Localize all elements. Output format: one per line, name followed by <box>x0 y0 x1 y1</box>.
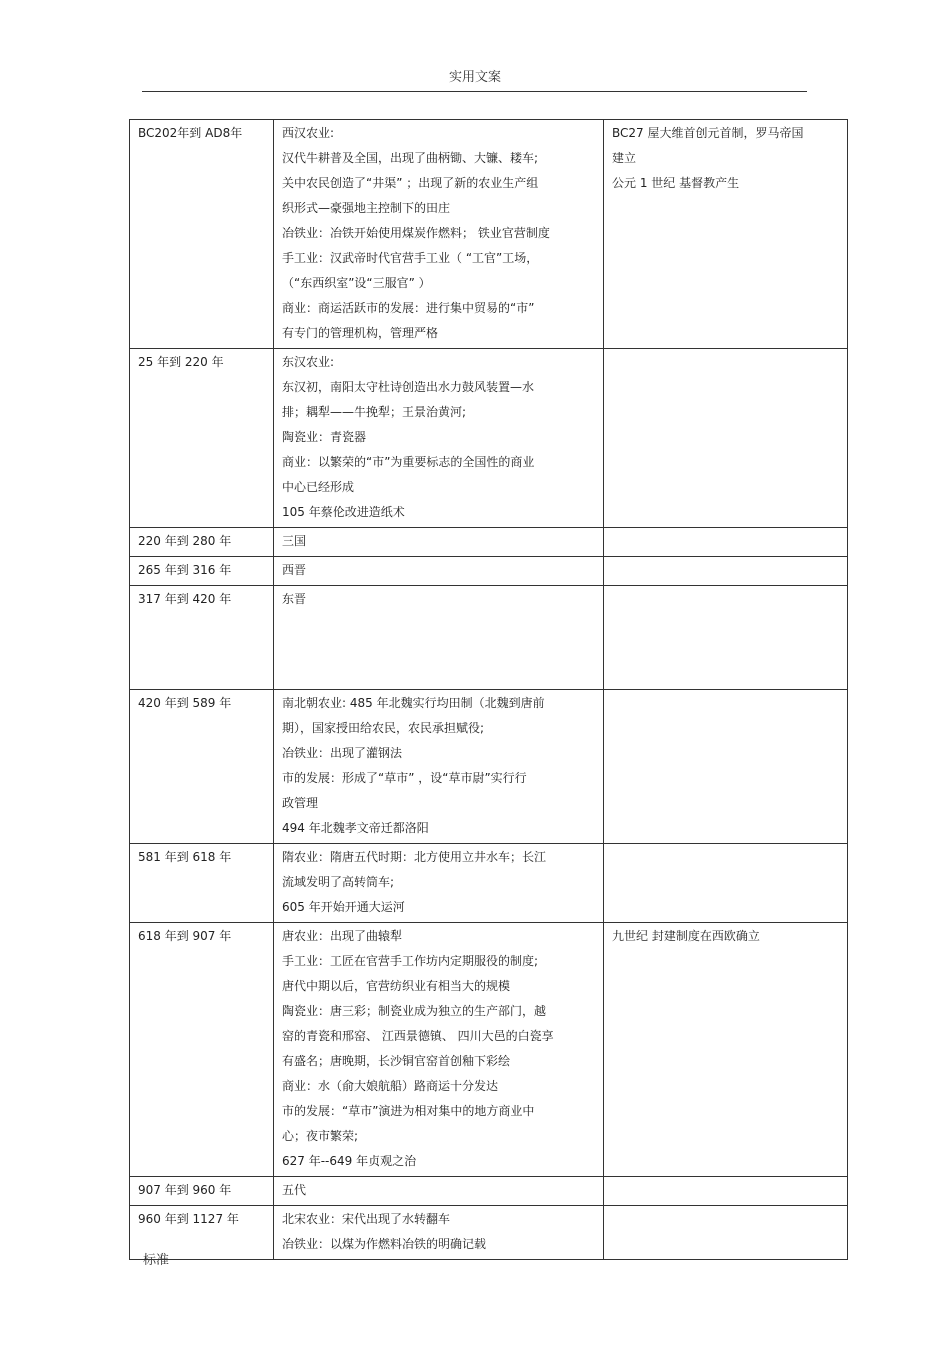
table-row <box>130 528 848 557</box>
event-line: 窑的青瓷和邢窑、 江西景德镇、 四川大邑的白瓷享 <box>282 1029 554 1043</box>
event-line: 中心已经形成 <box>282 480 355 494</box>
events-cell <box>274 690 604 844</box>
world-event-line: 建立 <box>612 151 637 165</box>
event-line: 627 年--649 年贞观之治 <box>282 1154 417 1168</box>
period-text: 220 年到 280 年 <box>138 534 232 548</box>
event-line: 心；夜市繁荣; <box>282 1129 359 1143</box>
event-line: 手工业：汉武帝时代官营手工业（ “工官”工场， <box>282 251 539 265</box>
event-line: 有专门的管理机构，管理严格 <box>282 326 439 340</box>
period-text: 265 年到 316 年 <box>138 563 232 577</box>
period-cell <box>130 349 274 528</box>
table-row <box>130 557 848 586</box>
events-cell <box>274 1177 604 1206</box>
period-cell <box>130 690 274 844</box>
event-line: 流域发明了高转筒车; <box>282 875 395 889</box>
world-events-cell <box>604 557 848 586</box>
period-text: 618 年到 907 年 <box>138 929 232 943</box>
table-row <box>130 844 848 923</box>
table-row <box>130 120 848 349</box>
page-footer: 标准 <box>143 1253 170 1268</box>
event-line: 政管理 <box>282 796 319 810</box>
world-events-cell <box>604 586 848 690</box>
table-row <box>130 923 848 1177</box>
event-line: 有盛名；唐晚期，长沙铜官窑首创釉下彩绘 <box>282 1054 511 1068</box>
event-line: 市的发展：“草市”演进为相对集中的地方商业中 <box>282 1104 535 1118</box>
event-line: 冶铁业：出现了灌钢法 <box>282 746 403 760</box>
table-row <box>130 1177 848 1206</box>
period-text: 25 年到 220 年 <box>138 355 224 369</box>
world-events-cell <box>604 844 848 923</box>
event-line: 陶瓷业：青瓷器 <box>282 430 367 444</box>
world-events-cell <box>604 349 848 528</box>
event-line: 市的发展：形成了“草市” ，设“草市尉”实行行 <box>282 771 527 785</box>
world-event-line: 九世纪 封建制度在西欧确立 <box>612 929 760 943</box>
period-cell <box>130 557 274 586</box>
period-cell <box>130 120 274 349</box>
header-rule <box>142 91 807 92</box>
events-cell <box>274 120 604 349</box>
period-cell <box>130 923 274 1177</box>
event-line: 汉代牛耕普及全国，出现了曲柄锄、大镰、耧车; <box>282 151 539 165</box>
period-text: 317 年到 420 年 <box>138 592 232 606</box>
world-event-line: BC27 屋大维首创元首制，罗马帝国 <box>612 126 804 140</box>
event-line: 期），国家授田给农民，农民承担赋役; <box>282 721 485 735</box>
table-row <box>130 1206 848 1260</box>
period-cell <box>130 1177 274 1206</box>
world-events-cell <box>604 528 848 557</box>
events-cell <box>274 923 604 1177</box>
period-text: 581 年到 618 年 <box>138 850 232 864</box>
events-cell <box>274 349 604 528</box>
history-table <box>129 119 848 1260</box>
event-line: 605 年开始开通大运河 <box>282 900 405 914</box>
events-cell <box>274 586 604 690</box>
event-line: 商业：商运活跃市的发展：进行集中贸易的“市” <box>282 301 535 315</box>
event-line: （“东西织室”设“三服官” ） <box>282 276 431 290</box>
period-cell <box>130 528 274 557</box>
events-cell <box>274 1206 604 1260</box>
event-line: 冶铁业：冶铁开始使用煤炭作燃料； 铁业官营制度 <box>282 226 550 240</box>
event-line: 冶铁业：以煤为作燃料冶铁的明确记载 <box>282 1237 487 1251</box>
event-line: 东晋 <box>282 592 307 606</box>
period-text: 960 年到 1127 年 <box>138 1212 239 1226</box>
event-line: 三国 <box>282 534 307 548</box>
world-events-cell <box>604 120 848 349</box>
world-events-cell <box>604 1206 848 1260</box>
event-line: 西晋 <box>282 563 307 577</box>
period-text: BC202年到 AD8年 <box>138 126 243 140</box>
event-line: 排；耦犁——牛挽犁；王景治黄河; <box>282 405 467 419</box>
event-line: 西汉农业: <box>282 126 335 140</box>
world-events-cell <box>604 690 848 844</box>
event-line: 商业：水（俞大娘航船）路商运十分发达 <box>282 1079 499 1093</box>
event-line: 手工业：工匠在官营手工作坊内定期服役的制度; <box>282 954 539 968</box>
events-cell <box>274 528 604 557</box>
event-line: 唐代中期以后，官营纺织业有相当大的规模 <box>282 979 511 993</box>
event-line: 105 年蔡伦改进造纸术 <box>282 505 405 519</box>
world-event-line: 公元 1 世纪 基督教产生 <box>612 176 740 190</box>
events-cell <box>274 844 604 923</box>
event-line: 东汉农业: <box>282 355 335 369</box>
event-line: 北宋农业：宋代出现了水转翻车 <box>282 1212 451 1226</box>
table-row <box>130 690 848 844</box>
event-line: 关中农民创造了“井渠” ；出现了新的农业生产组 <box>282 176 539 190</box>
page-header: 实用文案 <box>448 70 501 85</box>
event-line: 织形式—豪强地主控制下的田庄 <box>282 201 451 215</box>
world-events-cell <box>604 923 848 1177</box>
event-line: 陶瓷业：唐三彩；制瓷业成为独立的生产部门，越 <box>282 1004 547 1018</box>
period-text: 420 年到 589 年 <box>138 696 232 710</box>
event-line: 唐农业：出现了曲辕犁 <box>282 929 403 943</box>
period-text: 907 年到 960 年 <box>138 1183 232 1197</box>
period-cell <box>130 844 274 923</box>
event-line: 东汉初，南阳太守杜诗创造出水力鼓风装置—水 <box>282 380 535 394</box>
table-row <box>130 349 848 528</box>
event-line: 隋农业：隋唐五代时期：北方使用立井水车；长江 <box>282 850 547 864</box>
event-line: 494 年北魏孝文帝迁都洛阳 <box>282 821 429 835</box>
table-row <box>130 586 848 690</box>
event-line: 商业：以繁荣的“市”为重要标志的全国性的商业 <box>282 455 535 469</box>
event-line: 南北朝农业: 485 年北魏实行均田制（北魏到唐前 <box>282 696 545 710</box>
event-line: 五代 <box>282 1183 307 1197</box>
events-cell <box>274 557 604 586</box>
world-events-cell <box>604 1177 848 1206</box>
history-table-body <box>130 120 848 1260</box>
period-cell <box>130 586 274 690</box>
